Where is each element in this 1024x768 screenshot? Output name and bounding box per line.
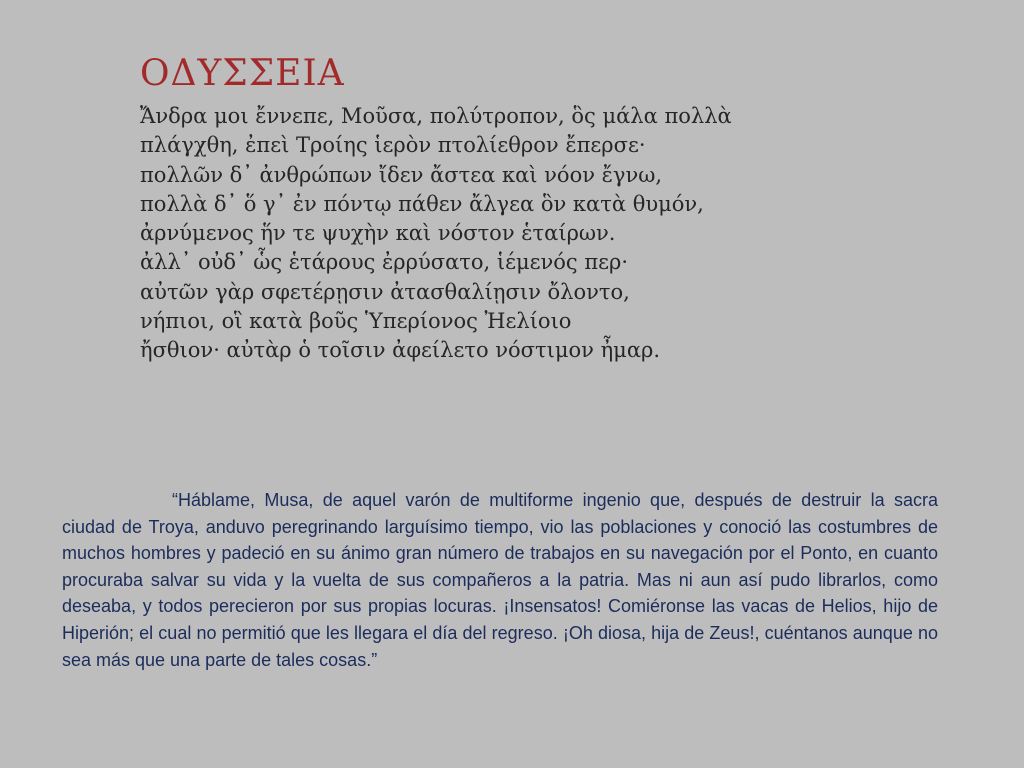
- greek-verse-line: πολλὰ δ᾽ ὅ γ᾽ ἐν πόντῳ πάθεν ἄλγεα ὃν κατὰ θυμόν,: [140, 191, 704, 216]
- greek-verse-line: Ἄνδρα μοι ἔννεπε, Μοῦσα, πολύτροπον, ὃς μάλα πολλὰ: [140, 104, 732, 128]
- greek-verse-line: ἤσθιον· αὐτὰρ ὁ τοῖσιν ἀφείλετο νόστιμον ἦμαρ.: [140, 338, 661, 363]
- spanish-translation-paragraph: “Háblame, Musa, de aquel varón de multiforme ingenio que, después de destruir la sacra ciudad de Troya, anduvo peregrinando larguísimo tiempo, vio las poblaciones y conoció las costumbres de muchos hombres y padeció en su ánimo gran número de trabajos en su navegación por el Ponto, en cuanto procuraba salvar su vida y la vuelta de sus compañeros a la patria. Mas ni aun así pudo librarlos, como deseaba, y todos perecieron por sus propias locuras. ¡Insensatos! Comiéronse las vacas de Helios, hijo de Hiperión; el cual no permitió que les llegara el día del regreso. ¡Oh diosa, hija de Zeus!, cuéntanos aunque no sea más que una parte de tales cosas.”: [62, 490, 938, 670]
- greek-verse-line: ἀρνύμενος ἥν τε ψυχὴν καὶ νόστον ἑταίρων.: [140, 221, 616, 246]
- greek-text-image: [140, 52, 860, 366]
- greek-verse-line: πλάγχθη, ἐπεὶ Τροίης ἱερὸν πτολίεθρον ἔπερσε·: [140, 133, 646, 158]
- greek-verse-line: αὐτῶν γὰρ σφετέρῃσιν ἀτασθαλίῃσιν ὄλοντο,: [140, 279, 630, 304]
- greek-title: ΟΔΥΣΣΕΙΑ: [140, 53, 345, 94]
- greek-verse-line: νήπιοι, οἳ κατὰ βοῦς Ὑπερίονος Ἠελίοιο: [140, 309, 572, 334]
- greek-verse-list: [140, 102, 860, 366]
- greek-verse-line: ἀλλ᾽ οὐδ᾽ ὧς ἑτάρους ἐρρύσατο, ἱέμενός περ·: [140, 250, 629, 275]
- greek-verse-line: πολλῶν δ᾽ ἀνθρώπων ἴδεν ἄστεα καὶ νόον ἔγνω,: [140, 162, 663, 187]
